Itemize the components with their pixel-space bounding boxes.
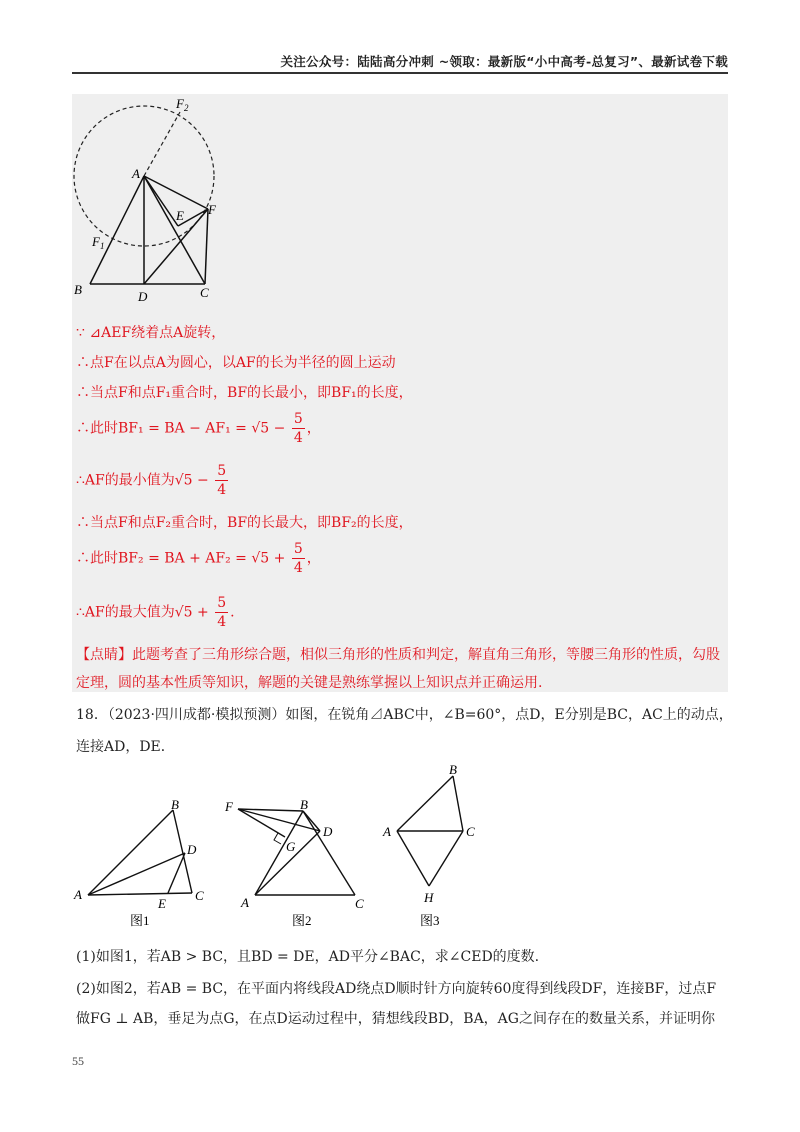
solution-line-5 (76, 464, 230, 497)
label-C: C (200, 285, 209, 300)
note-line-2: 定理，圆的基本性质等知识，解题的关键是熟练掌握以上知识点并正确运用. (76, 675, 543, 691)
fig2-caption: 图2 (292, 913, 312, 928)
figure-3 (375, 760, 495, 930)
solution-line-2: ∴点F在以点A为圆心，以AF的长为半径的圆上运动 (76, 355, 396, 371)
fig1-label-E: E (158, 896, 166, 911)
fraction-5-over-4: $\frac{5}{4}$ (293, 411, 303, 446)
fig3-label-B: B (449, 762, 457, 777)
label-D: D (138, 289, 148, 304)
solution-line-6: ∴当点F和点F₂重合时，BF的长最大，即BF₂的长度， (76, 515, 413, 531)
fig2-label-F: F (225, 799, 233, 814)
fig2-FG (238, 809, 285, 837)
fig2-label-D: D (323, 824, 333, 839)
label-E: E (176, 208, 184, 223)
segment-F-C (205, 209, 208, 284)
fig1-label-A: A (74, 887, 82, 902)
segment-A-B (90, 176, 144, 284)
question-part-2-line-1: (2)如图2，若AB = BC，在平面内将线段AD绕点D顺时针方向旋转60度得到线段DF，连接BF，过点F (76, 981, 717, 997)
fig2-label-B: B (300, 797, 308, 812)
figure-1 (70, 795, 220, 935)
label-B: B (74, 282, 82, 297)
label-A: A (132, 166, 140, 181)
fig1-label-C: C (195, 888, 204, 903)
solution-line-3: ∴当点F和点F₁重合时，BF的长最小，即BF₁的长度， (76, 385, 413, 401)
page-number: 55 (72, 1054, 84, 1068)
fraction-5-over-4: $\frac{5}{4}$ (217, 595, 227, 630)
solution-line-7-text: ∴此时BF₂ = BA + AF₂ = √5 + (76, 550, 286, 567)
label-F1: $F_1$ (92, 234, 105, 251)
figure-2 (220, 795, 380, 935)
fig1-AB (88, 810, 173, 895)
solution-line-4-text: ∴此时BF₁ = BA − AF₁ = √5 − (76, 420, 286, 437)
fig3-CH (429, 831, 463, 886)
fig3-label-H: H (424, 890, 434, 905)
note-line-1: 【点睛】此题考查了三角形综合题，相似三角形的性质和判定，解直角三角形，等腰三角形的性质，勾股 (76, 647, 720, 663)
fig3-label-C: C (466, 824, 475, 839)
label-F2: $F_2$ (176, 96, 189, 113)
fig1-AC (88, 893, 192, 895)
fig3-AH (397, 831, 429, 886)
solution-line-7: ∴此时BF₂ = BA + AF₂ = √5 + $\frac{5}{4}$ ， (76, 541, 321, 576)
page-header: 关注公众号：陆陆高分冲刺 ~领取：最新版“小中高考-总复习”、最新试卷下载 (280, 54, 728, 69)
solution-figure (60, 94, 260, 309)
question-18-line-2: 连接AD，DE． (76, 739, 175, 755)
header-divider (72, 72, 728, 74)
fig1-label-B: B (171, 797, 179, 812)
fig2-label-G: G (286, 839, 296, 854)
fraction-5-over-4: $\frac{5}{4}$ (293, 541, 303, 576)
segment-A-E (144, 176, 178, 226)
fraction-5-over-4: $\frac{5}{4}$ (217, 463, 227, 498)
label-F: F (208, 202, 216, 217)
solution-line-5-text: ∴AF的最小值为√5 − (76, 472, 209, 489)
question-18-intro: 18．（2023·四川成都·模拟预测）如图，在锐角⊿ABC中，∠B=60°，点D，E分别是BC，AC上的动点， (76, 707, 733, 723)
fig2-FB (238, 809, 303, 811)
question-part-1: (1)如图1，若AB > BC，且BD = DE，AD平分∠BAC，求∠CED的度数. (76, 949, 540, 965)
fig3-BC (453, 776, 463, 831)
segment-A-F2 (144, 112, 180, 176)
fig1-caption: 图1 (130, 913, 150, 928)
fig3-AB (397, 776, 453, 831)
fig2-label-A: A (241, 895, 249, 910)
fig3-caption: 图3 (420, 913, 440, 928)
fig1-label-D: D (187, 842, 197, 857)
solution-line-1: ∵ ⊿AEF绕着点A旋转， (76, 325, 226, 341)
fig2-label-C: C (355, 896, 364, 911)
fig2-FD (238, 809, 320, 831)
solution-line-8-text: ∴AF的最大值为√5 + (76, 604, 209, 621)
solution-line-8: ∴AF的最大值为√5 + $\frac{5}{4}$ . (76, 595, 235, 630)
fig3-label-A: A (383, 824, 391, 839)
question-part-2-line-2: 做FG ⊥ AB，垂足为点G，在点D运动过程中，猜想线段BD，BA，AG之间存在的数量关系，并证明你 (76, 1011, 715, 1027)
solution-line-4: ∴此时BF₁ = BA − AF₁ = √5 − $\frac{5}{4}$ ， (76, 411, 321, 446)
